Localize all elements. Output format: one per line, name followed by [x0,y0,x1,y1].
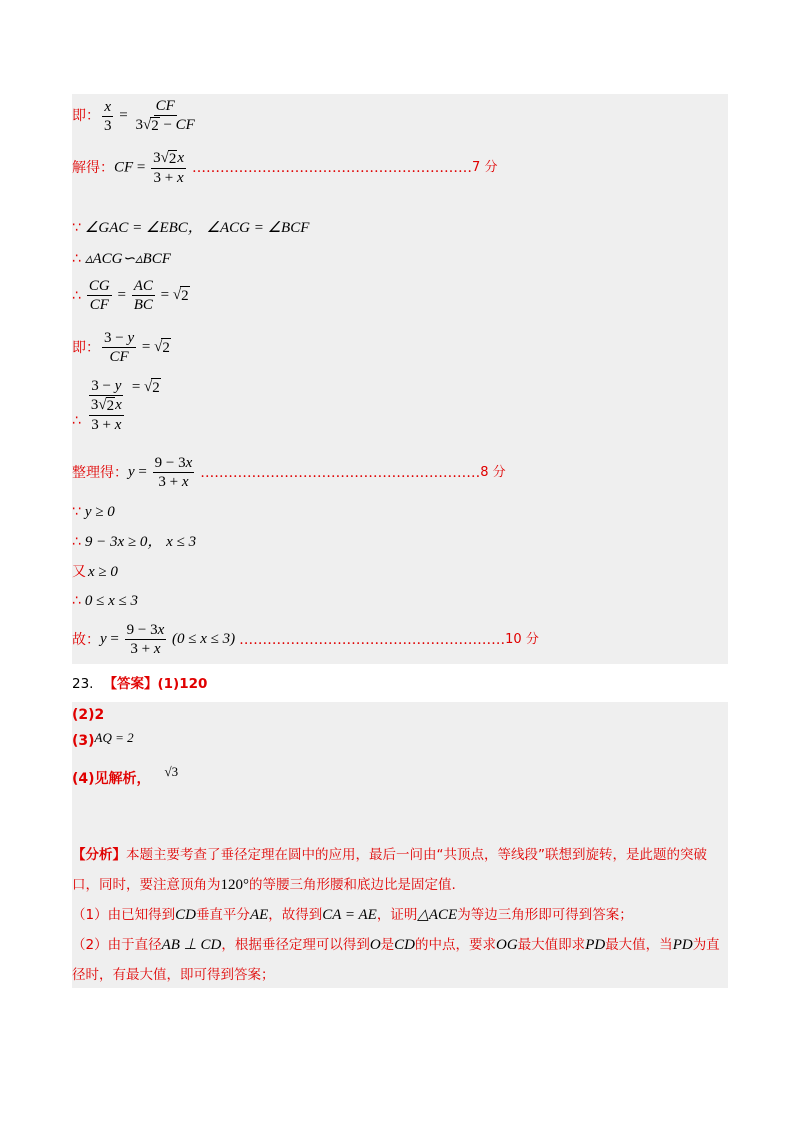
text: 的中点，要求 [415,937,497,953]
text: 最大值即求 [517,937,586,953]
math-expr: 3 − y 3 √ 2 x 3 + x = √ 2 [90,378,160,433]
math-expr: 9 − 3x ≥ 0， x ≤ 3 [84,534,197,550]
leader-dots: ………………………………………………… [239,631,506,648]
label: 解得： [72,160,114,176]
text: ，证明 [376,907,418,923]
analysis-tag: 【分析】 [72,847,126,863]
math: OG [496,937,518,953]
label: 即： [72,339,100,356]
eq-line-3 [72,219,309,237]
answer-3-math: AQ = 2 [94,730,134,745]
eq-line-10 [72,533,196,551]
answer-3-prefix: (3) [72,733,95,749]
q23-header [72,675,207,693]
text: 垂直平分 [195,907,250,923]
text: ，根据垂径定理可以得到 [221,937,370,953]
eq-line-13 [72,622,539,657]
math: AB ⊥ CD [161,937,222,953]
math-expr: $\frac{3 - y}{CF}$ = √ 2 [104,330,170,365]
label: 整理得： [72,464,128,481]
text: 最大值，当 [605,937,673,953]
math-expr: ▵ACG∽▵BCF [84,251,171,267]
label: 即： [72,108,100,124]
angle-value: 120° [220,877,249,893]
text: 为等边三角形即可得到答案； [457,907,633,923]
math-expr: $\frac{x}{3}$ = CF 3 √ 2 − CF [104,98,195,134]
answer-4-text: (4)见解析， [72,771,151,787]
analysis-text-1: 本题主要考查了垂径定理在圆中的应用，最后一问由“共顶点，等线段”联想到旋转，是此题的突破口，同时，要注意顶角为 [72,847,707,893]
math: CA = AE [322,907,377,923]
math-expr: CF = 3 √ 2 x 3 + x [114,150,185,186]
text: ，故得到 [268,907,323,923]
range: (0 ≤ x ≤ 3) [172,630,236,647]
eq-line-2 [72,150,497,186]
therefore-symbol: ∴ [72,412,81,429]
answer-3 [72,732,134,750]
eq-line-8 [72,455,506,490]
leader-dots: …………………………………………………… [192,160,473,176]
eq-line-4 [72,250,171,268]
math: CD [175,907,196,923]
therefore-symbol: ∴ [72,251,81,267]
math-expr: y ≥ 0 [84,504,115,520]
eq-line-7 [72,378,161,433]
analysis-point-2 [72,930,728,990]
therefore-symbol: ∴ [72,593,81,609]
eq-line-9 [72,503,115,521]
math: O [369,937,381,953]
therefore-symbol: ∴ [72,287,81,304]
eq-line-1 [72,98,199,134]
math-expr: ∠GAC = ∠EBC， ∠ACG = ∠BCF [84,220,310,236]
analysis-point-1 [72,900,728,930]
text: 是 [380,937,395,953]
score: 10 分 [505,631,539,647]
eq-line-5 [72,278,190,313]
answer-1: (1)120 [157,676,208,692]
because-symbol: ∵ [72,504,81,520]
leader-dots: …………………………………………………… [200,464,481,481]
math: △ACE [417,907,458,923]
math: PD [585,937,606,953]
analysis-text-2: 的等腰三角形腰和底边比是固定值. [249,877,456,893]
score: 7 分 [472,160,498,175]
text: （2）由于直径 [72,937,162,953]
answer-4 [72,764,179,788]
analysis-paragraph [72,840,728,900]
answer-2-text: (2)2 [72,707,105,723]
text: （1）由已知得到 [72,907,176,923]
eq-line-12 [72,592,138,610]
math-expr: y = $\frac{9 - 3x}{3 + x}$ [128,455,193,490]
math-expr: $\frac{CG}{CF}$ = $\frac{AC}{BC}$ = √ 2 [88,278,189,313]
eq-line-6 [72,330,171,365]
label: 又 [72,564,86,580]
math: PD [672,937,693,953]
therefore-symbol: ∴ [72,534,81,550]
because-symbol: ∵ [72,220,81,236]
score: 8 分 [480,464,506,480]
eq-line-11 [72,563,118,581]
math: AE [249,907,269,923]
answer-4-math: √3 [164,764,179,779]
answer-tag: 【答案】 [103,676,158,692]
answer-2 [72,706,104,724]
math-expr: x ≥ 0 [88,564,118,580]
question-number: 23. [72,676,94,692]
text: 为直径时，有最大值，即可得到答案； [72,937,720,983]
label: 故： [72,631,100,648]
math: CD [394,937,416,953]
math-expr: y = $\frac{9 - 3x}{3 + x}$ (0 ≤ x ≤ 3) [100,622,236,657]
math-expr: 0 ≤ x ≤ 3 [84,593,139,609]
